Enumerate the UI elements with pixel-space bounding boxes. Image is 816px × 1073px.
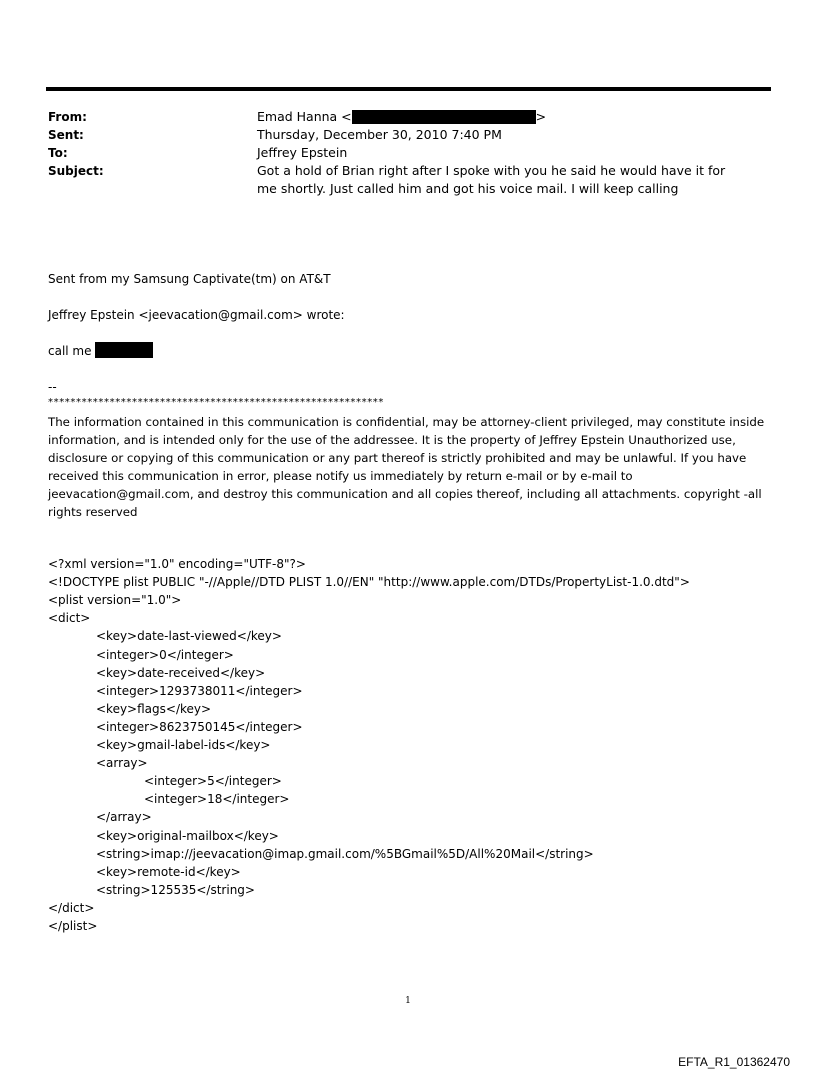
- plist-line: <integer>18</integer>: [144, 792, 290, 807]
- plist-line: <plist version="1.0">: [48, 593, 182, 608]
- to-value: Jeffrey Epstein: [257, 145, 348, 160]
- from-value: [257, 108, 757, 126]
- subject-value: Got a hold of Brian right after I spoke with you he said he would have it for me shortly. Just called him and got his voice mail. I will keep calling: [257, 163, 726, 196]
- signature-dashes: --: [48, 380, 57, 394]
- plist-line: <key>remote-id</key>: [96, 864, 241, 879]
- sent-value: Thursday, December 30, 2010 7:40 PM: [257, 127, 502, 142]
- plist-line: </plist>: [48, 919, 98, 933]
- plist-line: <key>gmail-label-ids</key>: [96, 738, 271, 752]
- plist-line: <integer>8623750145</integer>: [96, 719, 303, 734]
- plist-line: <?xml version="1.0" encoding="UTF-8"?>: [48, 557, 306, 571]
- plist-line: </array>: [96, 810, 152, 825]
- plist-line: <array>: [96, 756, 148, 771]
- plist-line: <dict>: [48, 611, 91, 626]
- disclaimer: The information contained in this communication is confidential, may be attorney-client privileged, may constitute inside information, and is intended only for the use of the addressee. It is the property of Jeffrey Epstein Unauthorized use, disclosure or copying of this communication or any part thereof is strictly prohibited and may be unlawful. If you have received this communication in error, please notify us immediately by return e-mail or by e-mail to jeevacation@gmail.com, and destroy this communication and all copies thereof, including all attachments. copyright -all rights reserved: [48, 415, 765, 519]
- plist-line: <string>imap://jeevacation@imap.gmail.com/%5BGmail%5D/All%20Mail</string>: [96, 846, 594, 861]
- plist-line: <key>date-last-viewed</key>: [96, 629, 282, 644]
- from-label: From:: [48, 110, 87, 124]
- call-me-line: [48, 342, 773, 360]
- page-number: 1: [405, 996, 411, 1006]
- bates-number: EFTA_R1_01362470: [678, 1055, 790, 1069]
- redaction-box: [95, 342, 153, 358]
- signature-stars: ************************************************************: [48, 397, 384, 408]
- plist-line: <integer>1293738011</integer>: [96, 683, 303, 698]
- subject-label: Subject:: [48, 164, 104, 178]
- to-label: To:: [48, 146, 68, 160]
- from-after: >: [535, 109, 547, 124]
- sent-label: Sent:: [48, 128, 84, 142]
- quoted-intro: Jeffrey Epstein <jeevacation@gmail.com> wrote:: [48, 308, 345, 322]
- plist-line: <key>flags</key>: [96, 701, 212, 716]
- plist-line: </dict>: [48, 900, 95, 915]
- plist-line: <string>125535</string>: [96, 882, 255, 897]
- header-rule: [46, 87, 771, 91]
- plist-line: <integer>0</integer>: [96, 647, 234, 662]
- redaction-box: [352, 110, 536, 124]
- plist-line: <key>original-mailbox</key>: [96, 828, 279, 843]
- call-me-text: call me: [48, 344, 92, 358]
- plist-line: <integer>5</integer>: [144, 774, 282, 789]
- plist-line: <!DOCTYPE plist PUBLIC "-//Apple//DTD PLIST 1.0//EN" "http://www.apple.com/DTDs/PropertyList-1.0.dtd">: [48, 575, 690, 590]
- plist-line: <key>date-received</key>: [96, 665, 266, 680]
- sent-from-line: Sent from my Samsung Captivate(tm) on AT&T: [48, 272, 331, 286]
- from-name: Emad Hanna <: [257, 109, 352, 124]
